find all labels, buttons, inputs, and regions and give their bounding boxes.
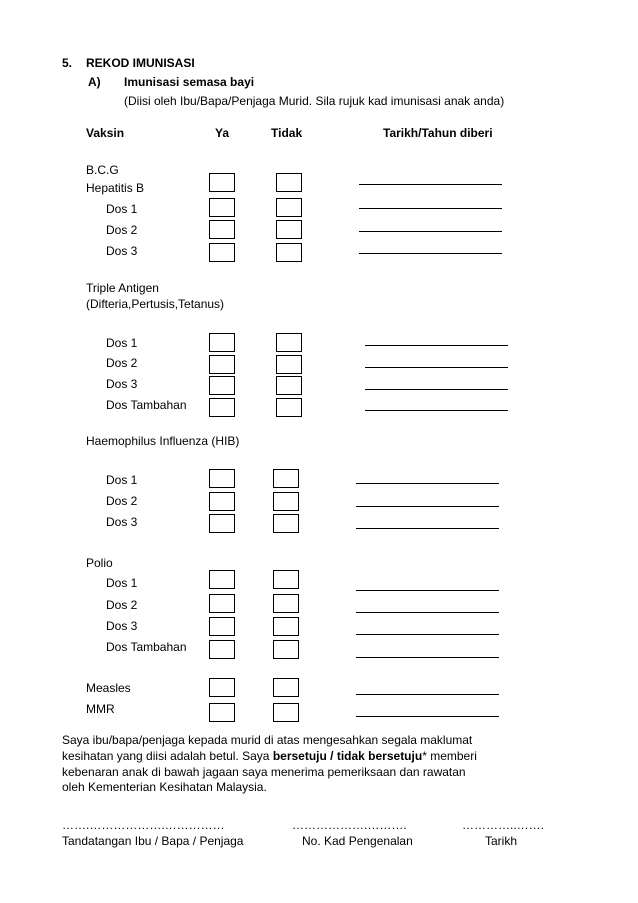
polio-booster-label: Dos Tambahan: [106, 640, 187, 654]
triple-dose-3-label: Dos 3: [106, 377, 138, 391]
hib-dose-3-date-field[interactable]: [356, 528, 499, 529]
vaccine-polio: Polio: [86, 556, 113, 570]
triple-dose-1-no-checkbox[interactable]: [276, 333, 302, 352]
hib-dose-2-yes-checkbox[interactable]: [209, 492, 235, 511]
declaration-line-2: [62, 749, 477, 763]
triple-dose-2-yes-checkbox[interactable]: [209, 355, 235, 374]
polio-dose-3-date-field[interactable]: [356, 634, 499, 635]
hepb-dose-3-no-checkbox[interactable]: [276, 243, 302, 262]
triple-booster-yes-checkbox[interactable]: [209, 398, 235, 417]
bcg-yes-checkbox[interactable]: [209, 173, 235, 192]
hepb-dose-3-label: Dos 3: [106, 244, 138, 258]
hib-dose-2-no-checkbox[interactable]: [273, 492, 299, 511]
vaccine-triple-antigen-note: (Difteria,Pertusis,Tetanus): [86, 297, 225, 311]
mmr-date-field[interactable]: [356, 716, 499, 717]
hib-dose-3-no-checkbox[interactable]: [273, 514, 299, 533]
vaccine-mmr: MMR: [86, 702, 115, 716]
declaration-line-3: kebenaran anak di bawah jagaan saya menerima pemeriksaan dan rawatan: [62, 765, 466, 779]
polio-dose-1-no-checkbox[interactable]: [273, 570, 299, 589]
hepb-dose-2-date-field[interactable]: [359, 231, 502, 232]
hib-dose-3-label: Dos 3: [106, 515, 138, 529]
hepb-dose-1-date-field[interactable]: [359, 208, 502, 209]
polio-dose-2-date-field[interactable]: [356, 612, 499, 613]
bcg-no-checkbox[interactable]: [276, 173, 302, 192]
ic-number-label: No. Kad Pengenalan: [302, 834, 413, 848]
measles-no-checkbox[interactable]: [273, 678, 299, 697]
vaccine-bcg: B.C.G: [86, 163, 119, 177]
hepb-dose-2-no-checkbox[interactable]: [276, 220, 302, 239]
triple-dose-2-date-field[interactable]: [365, 367, 508, 368]
consent-choice: bersetuju / tidak bersetuju: [272, 749, 423, 763]
polio-dose-1-label: Dos 1: [106, 576, 138, 590]
section-number: 5.: [62, 56, 73, 70]
vaccine-hepatitis-b: Hepatitis B: [86, 181, 145, 195]
polio-dose-1-yes-checkbox[interactable]: [209, 570, 235, 589]
hib-dose-2-date-field[interactable]: [356, 506, 499, 507]
mmr-no-checkbox[interactable]: [273, 703, 299, 722]
hepb-dose-1-yes-checkbox[interactable]: [209, 198, 235, 217]
triple-dose-1-date-field[interactable]: [365, 345, 508, 346]
subsection-letter: A): [88, 75, 101, 89]
polio-dose-1-date-field[interactable]: [356, 590, 499, 591]
polio-booster-date-field[interactable]: [356, 657, 499, 658]
triple-dose-3-no-checkbox[interactable]: [276, 376, 302, 395]
polio-dose-2-label: Dos 2: [106, 598, 138, 612]
declaration-line-2-end: * memberi: [422, 749, 477, 763]
hepb-dose-3-yes-checkbox[interactable]: [209, 243, 235, 262]
hib-dose-1-no-checkbox[interactable]: [273, 469, 299, 488]
hepb-dose-3-date-field[interactable]: [359, 253, 502, 254]
measles-date-field[interactable]: [356, 694, 499, 695]
declaration-line-4: oleh Kementerian Kesihatan Malaysia.: [62, 780, 267, 794]
polio-dose-2-yes-checkbox[interactable]: [209, 594, 235, 613]
ic-number-dotted-field[interactable]: ……………….……….: [292, 818, 407, 832]
header-date: Tarikh/Tahun diberi: [383, 126, 493, 140]
polio-dose-3-yes-checkbox[interactable]: [209, 617, 235, 636]
header-vaccine: Vaksin: [86, 126, 125, 140]
hepb-dose-1-no-checkbox[interactable]: [276, 198, 302, 217]
polio-booster-yes-checkbox[interactable]: [209, 640, 235, 659]
hib-dose-1-yes-checkbox[interactable]: [209, 469, 235, 488]
header-yes: Ya: [215, 126, 230, 140]
polio-dose-2-no-checkbox[interactable]: [273, 594, 299, 613]
hib-dose-1-label: Dos 1: [106, 473, 138, 487]
instruction-text: (Diisi oleh Ibu/Bapa/Penjaga Murid. Sila rujuk kad imunisasi anak anda): [124, 94, 505, 108]
section-title: REKOD IMUNISASI: [86, 56, 195, 70]
hepb-dose-2-label: Dos 2: [106, 223, 138, 237]
declaration-line-2-start: kesihatan yang diisi adalah betul. Saya: [62, 749, 273, 763]
header-no: Tidak: [271, 126, 303, 140]
triple-dose-2-label: Dos 2: [106, 356, 138, 370]
vaccine-measles: Measles: [86, 681, 131, 695]
date-dotted-field[interactable]: …………..…….: [462, 818, 545, 832]
date-label: Tarikh: [485, 834, 518, 848]
triple-dose-1-yes-checkbox[interactable]: [209, 333, 235, 352]
triple-dose-3-date-field[interactable]: [365, 389, 508, 390]
triple-booster-date-field[interactable]: [365, 410, 508, 411]
hib-dose-2-label: Dos 2: [106, 494, 138, 508]
hib-dose-3-yes-checkbox[interactable]: [209, 514, 235, 533]
triple-dose-3-yes-checkbox[interactable]: [209, 376, 235, 395]
polio-booster-no-checkbox[interactable]: [273, 640, 299, 659]
subsection-title: Imunisasi semasa bayi: [124, 75, 255, 89]
triple-dose-1-label: Dos 1: [106, 336, 138, 350]
declaration-line-1: Saya ibu/bapa/penjaga kepada murid di atas mengesahkan segala maklumat: [62, 733, 473, 747]
vaccine-hib: Haemophilus Influenza (HIB): [86, 434, 240, 448]
polio-dose-3-no-checkbox[interactable]: [273, 617, 299, 636]
hepb-dose-1-label: Dos 1: [106, 202, 138, 216]
signature-dotted-field[interactable]: …….……………….……………: [62, 818, 225, 832]
polio-dose-3-label: Dos 3: [106, 619, 138, 633]
hepb-dose-2-yes-checkbox[interactable]: [209, 220, 235, 239]
bcg-date-field[interactable]: [359, 184, 502, 185]
triple-dose-2-no-checkbox[interactable]: [276, 355, 302, 374]
triple-booster-no-checkbox[interactable]: [276, 398, 302, 417]
vaccine-triple-antigen: Triple Antigen: [86, 281, 159, 295]
triple-booster-label: Dos Tambahan: [106, 398, 187, 412]
signature-label: Tandatangan Ibu / Bapa / Penjaga: [62, 834, 244, 848]
measles-yes-checkbox[interactable]: [209, 678, 235, 697]
mmr-yes-checkbox[interactable]: [209, 703, 235, 722]
hib-dose-1-date-field[interactable]: [356, 483, 499, 484]
